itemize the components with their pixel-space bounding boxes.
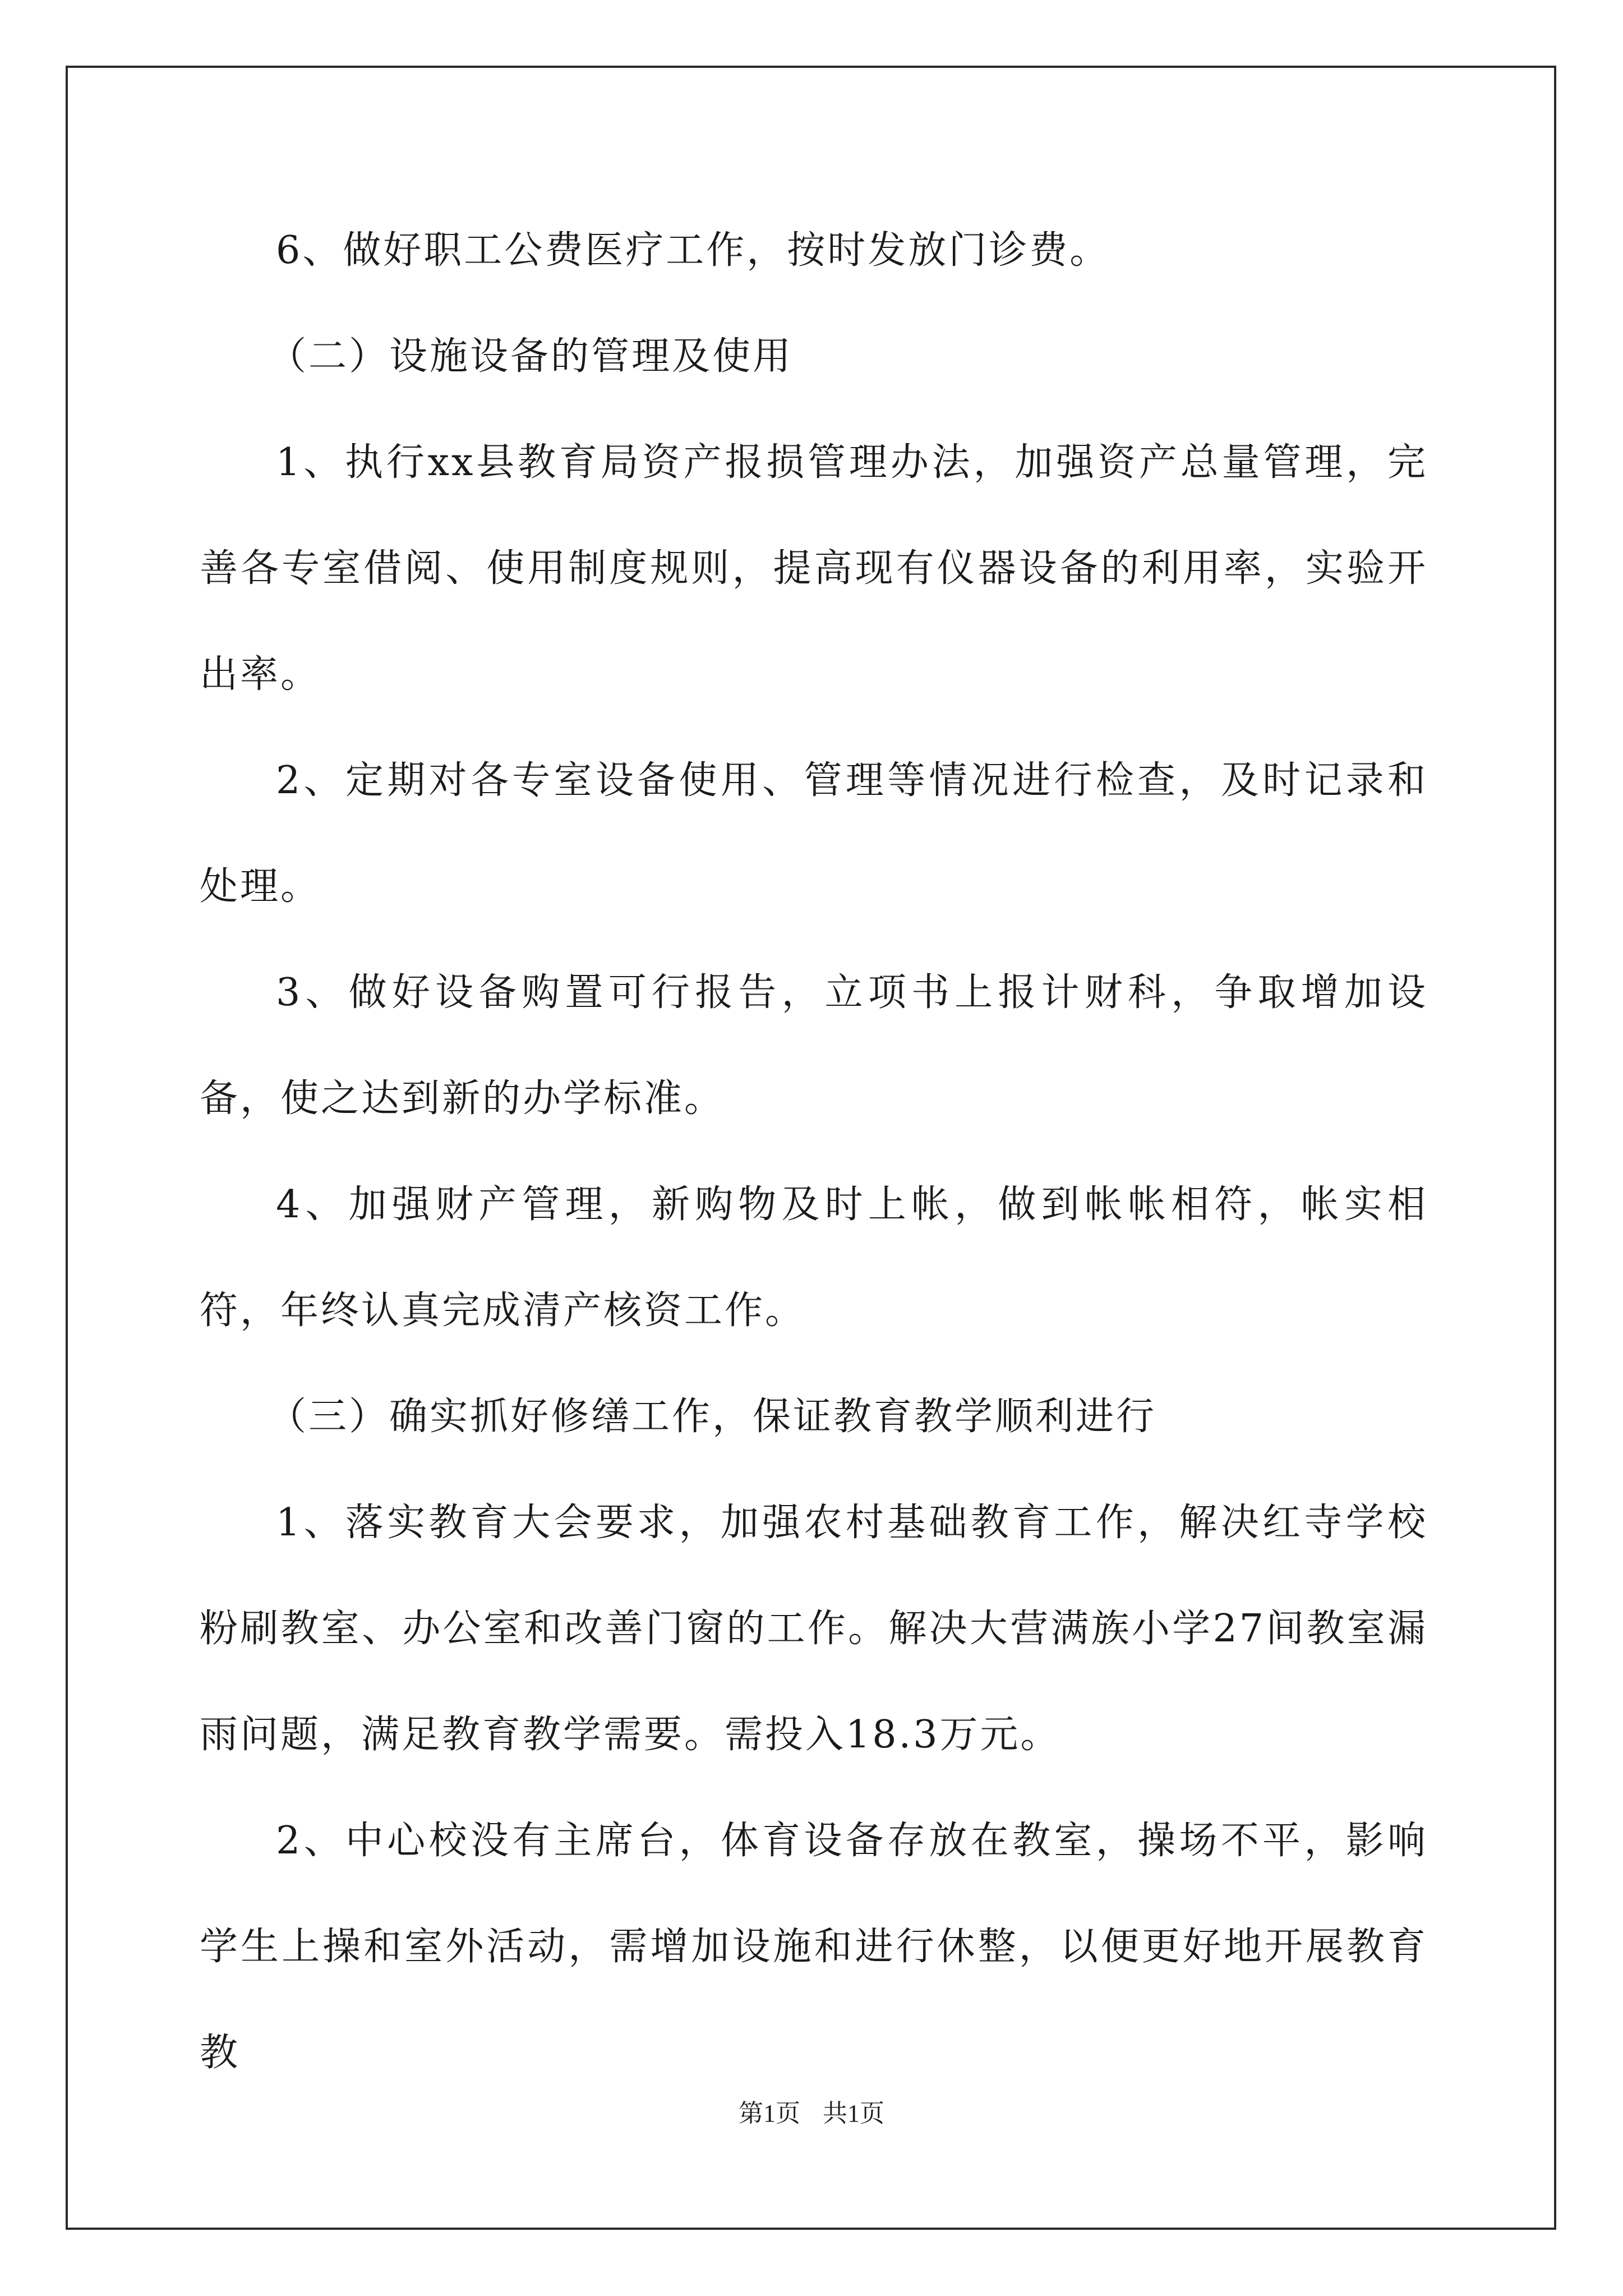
page-footer <box>0 2097 1623 2131</box>
paragraph-item-6: 6、做好职工公费医疗工作，按时发放门诊费。 <box>276 228 1110 273</box>
page-total: 共1页 <box>823 2100 884 2127</box>
section-heading-repairs: （三）确实抓好修缮工作，保证教育教学顺利进行 <box>268 1395 1157 1439</box>
paragraph-repair-1: 1、落实教育大会要求，加强农村基础教育工作，解决红寺学校粉刷教室、办公室和改善门窗的工作。解决大营满族小学27间教室漏雨问题，满足教育教学需要。需投入18.3万元。 <box>200 1501 1428 1757</box>
document-body <box>200 197 1428 2106</box>
section-heading-facilities: （二）设施设备的管理及使用 <box>268 334 794 379</box>
page-number: 第1页 <box>739 2100 800 2127</box>
paragraph-item-1: 1、执行xx县教育局资产报损管理办法，加强资产总量管理，完善各专室借阅、使用制度规则，提高现有仪器设备的利用率，实验开出率。 <box>200 440 1428 697</box>
paragraph-item-3: 3、做好设备购置可行报告，立项书上报计财科，争取增加设备，使之达到新的办学标准。 <box>200 970 1428 1121</box>
paragraph-item-4: 4、加强财产管理，新购物及时上帐，做到帐帐相符，帐实相符，年终认真完成清产核资工作。 <box>200 1182 1428 1333</box>
paragraph-repair-2: 2、中心校没有主席台，体育设备存放在教室，操场不平，影响学生上操和室外活动，需增加设施和进行休整，以便更好地开展教育教 <box>200 1819 1428 2075</box>
paragraph-item-2: 2、定期对各专室设备使用、管理等情况进行检查，及时记录和处理。 <box>200 758 1428 909</box>
